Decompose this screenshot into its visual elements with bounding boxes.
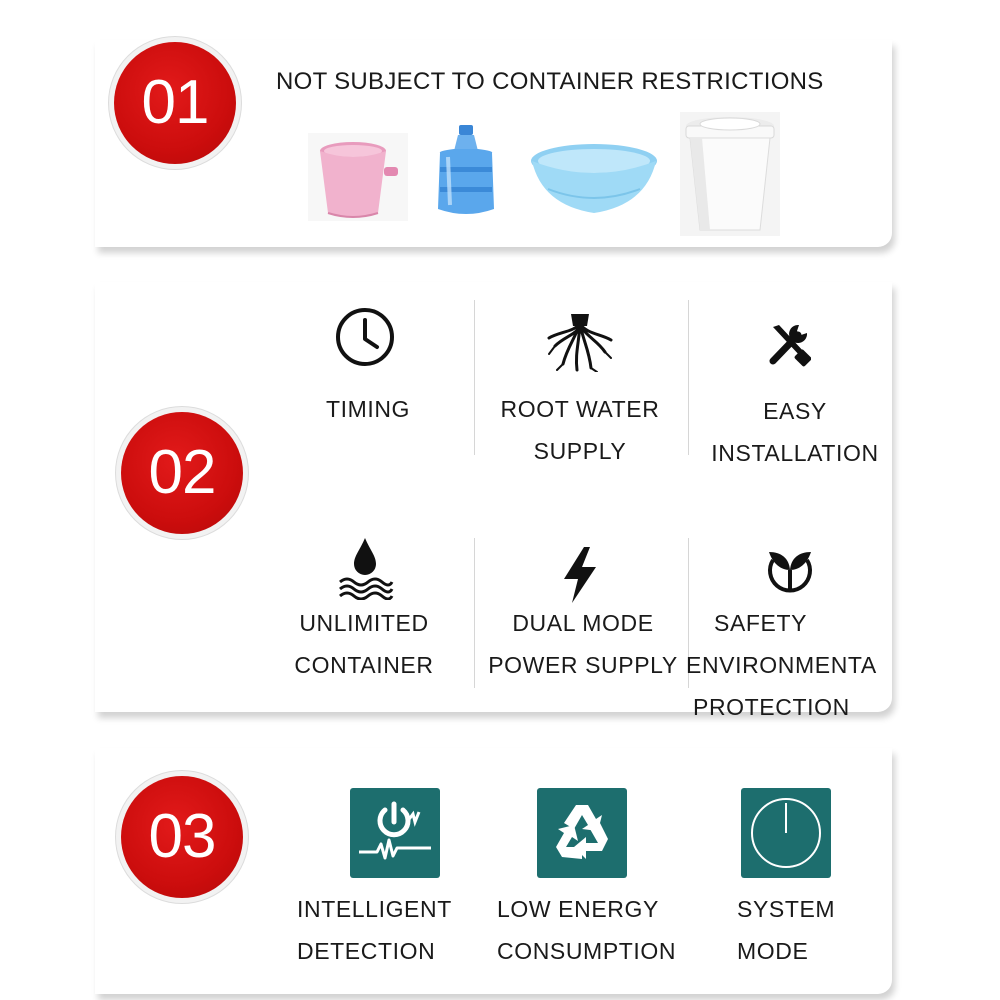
tools-icon xyxy=(764,320,812,368)
lightning-icon xyxy=(560,545,600,605)
blue-basin-image xyxy=(528,137,660,219)
water-jug-image xyxy=(418,123,514,219)
pink-bucket-image xyxy=(308,133,408,221)
feature-label: DUAL MODE POWER SUPPLY xyxy=(488,610,678,678)
roots-icon xyxy=(545,312,615,372)
feature-label: SAFETY ENVIRONMENTA PROTECTION xyxy=(686,610,877,720)
paper-cup-image xyxy=(680,112,780,236)
clock-icon xyxy=(333,305,397,369)
power-mode-icon xyxy=(741,788,831,878)
recycle-icon xyxy=(537,788,627,878)
divider xyxy=(474,538,475,688)
section-01-badge: 01 xyxy=(114,42,236,164)
section-02-badge: 02 xyxy=(121,412,243,534)
feature-label: EASY INSTALLATION xyxy=(711,398,879,466)
feature-label: ROOT WATER SUPPLY xyxy=(500,396,660,464)
section-03-badge: 03 xyxy=(121,776,243,898)
feature-label: INTELLIGENT DETECTION xyxy=(297,896,452,964)
feature-label: UNLIMITED CONTAINER xyxy=(294,610,434,678)
divider xyxy=(688,300,689,455)
leaf-icon xyxy=(762,547,818,597)
divider xyxy=(474,300,475,455)
feature-label: TIMING xyxy=(325,396,411,422)
feature-label: LOW ENERGY CONSUMPTION xyxy=(497,896,677,964)
feature-label: SYSTEM MODE xyxy=(737,896,836,964)
power-detection-icon xyxy=(350,788,440,878)
water-drop-icon xyxy=(336,536,394,600)
section-01-heading: NOT SUBJECT TO CONTAINER RESTRICTIONS xyxy=(276,68,824,95)
